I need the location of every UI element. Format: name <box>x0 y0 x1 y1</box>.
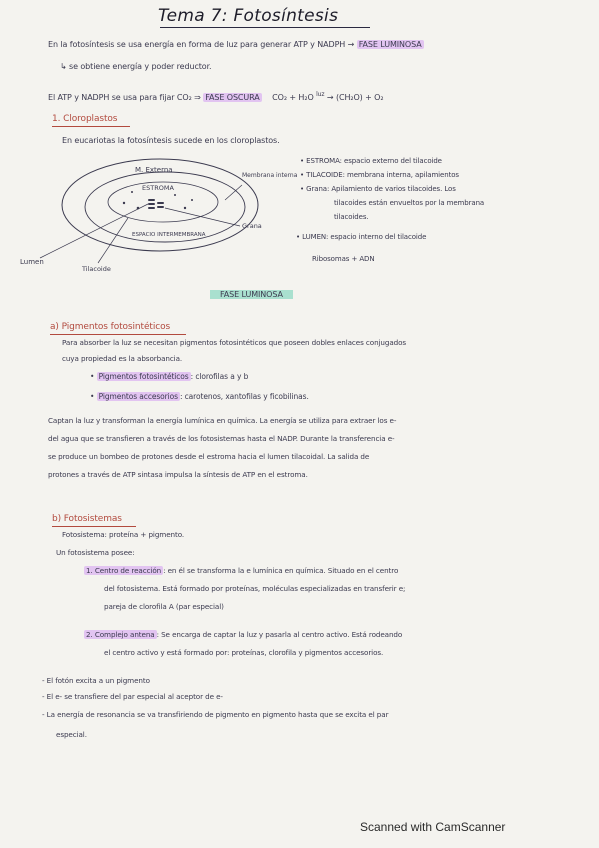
diagram-label-tilacoide: Tilacoide <box>82 265 111 273</box>
fotosistema-definition: Fotosistema: proteína + pigmento. <box>62 530 185 539</box>
pigmentos-fotosinteticos-highlight: Pigmentos fotosintéticos <box>98 372 189 381</box>
intro-line-2: ↳ se obtiene energía y poder reductor. <box>60 62 212 71</box>
item-1-rest: : en él se transforma la e lumínica en química. Situado en el centro <box>163 566 399 575</box>
centro-reaccion-highlight: 1. Centro de reacción <box>86 566 162 575</box>
pigmentos-paragraph-line-1: Para absorber la luz se necesitan pigmentos fotosintéticos que poseen dobles enlaces conjugados <box>62 338 407 347</box>
pigment-bullet-1: • Pigmentos fotosintéticos : clorofilas a y b <box>90 372 249 381</box>
captan-paragraph-line-3: se produce un bombeo de protones desde el estroma hacia el lumen tilacoidal. La salida de <box>48 452 370 461</box>
dash-line-3: - La energía de resonancia se va transfiriendo de pigmento en pigmento hasta que se excita el par <box>42 710 389 719</box>
captan-paragraph-line-2: del agua que se transfieren a través de los fotosistemas hasta el NADP. Durante la transferencia e- <box>48 434 395 443</box>
heading-underline <box>52 126 130 127</box>
captan-paragraph-line-4: protones a través de ATP sintasa impulsa la síntesis de ATP en el estroma. <box>48 470 308 479</box>
bullet-grana-cont-1: tilacoides están envueltos por la membrana <box>334 199 485 207</box>
item-2-rest: : Se encarga de captar la luz y pasarla al centro activo. Está rodeando <box>156 630 403 639</box>
item-1-line-3: pareja de clorofila A (par especial) <box>104 602 224 611</box>
fotosistema-item-2 <box>84 630 402 640</box>
heading-fotosistemas: b) Fotosistemas <box>52 514 122 524</box>
diagram-label-grana: Grana <box>242 222 262 230</box>
ribosomas-adn: Ribosomas + ADN <box>312 255 375 263</box>
grana-stack <box>123 191 193 209</box>
equation-products: (CH₂O) + O₂ <box>335 93 384 102</box>
bullet-grana-cont-2: tilacoides. <box>334 213 369 221</box>
diagram-label-estroma: ESTROMA <box>142 184 174 192</box>
dash-line-4: especial. <box>56 730 87 739</box>
arrow-icon: → <box>347 40 355 49</box>
diagram-label-lumen: Lumen <box>20 258 44 266</box>
fotosistema-posee: Un fotosistema posee: <box>56 548 135 557</box>
equation-light-label: luz <box>316 91 325 98</box>
bullet-lumen: • LUMEN: espacio interno del tilacoide <box>296 233 427 241</box>
fase-luminosa-highlight: FASE LUMINOSA <box>358 40 422 49</box>
intro-line-1-text: En la fotosíntesis se usa energía en forma de luz para generar ATP y NADPH <box>48 40 346 49</box>
diagram-label-m-externa: M. Externa <box>135 166 173 174</box>
fase-oscura-highlight: FASE OSCURA <box>205 93 260 102</box>
cloroplastos-sentence: En eucariotas la fotosíntesis sucede en los cloroplastos. <box>62 136 280 145</box>
pigment-bullet-2: • Pigmentos accesorios : carotenos, xantofilas y ficobilinas. <box>90 392 309 401</box>
heading-pigmentos: a) Pigmentos fotosintéticos <box>50 322 171 332</box>
pigment-bullet-1-rest: : clorofilas a y b <box>190 372 249 381</box>
item-2-line-2: el centro activo y está formado por: proteínas, clorofila y pigmentos accesorios. <box>104 648 384 657</box>
heading-underline <box>52 526 136 527</box>
captan-paragraph-line-1: Captan la luz y transforman la energía lumínica en química. La energía se utiliza para extraer los e- <box>48 416 397 425</box>
pointer-line <box>165 208 240 226</box>
pigment-bullet-2-rest: : carotenos, xantofilas y ficobilinas. <box>179 392 309 401</box>
diagram-label-espacio: ESPACIO INTERMEMBRANA <box>132 232 206 238</box>
camscanner-footer: Scanned with CamScanner <box>360 820 506 834</box>
heading-underline <box>50 334 186 335</box>
intro-line-3 <box>48 90 383 103</box>
dash-line-2: - El e- se transfiere del par especial al aceptor de e- <box>42 692 223 701</box>
equation-reactants: CO₂ + H₂O <box>272 93 314 102</box>
equation-arrow-icon: → <box>326 93 334 102</box>
intro-line-1 <box>48 40 424 50</box>
diagram-label-membrana-interna: Membrana interna <box>242 172 298 179</box>
dash-line-1: - El fotón excita a un pigmento <box>42 676 150 685</box>
title-underline <box>160 27 370 28</box>
item-1-line-2: del fotosistema. Está formado por proteínas, moléculas especializadas en transferir e; <box>104 584 406 593</box>
pointer-line <box>40 204 148 258</box>
section-cloroplastos-heading: 1. Cloroplastos <box>52 114 118 124</box>
pointer-line <box>98 218 128 263</box>
bullet-grana: • Grana: Apilamiento de varios tilacoides. Los <box>300 185 456 193</box>
pigmentos-paragraph-line-2: cuya propiedad es la absorbancia. <box>62 354 183 363</box>
fase-luminosa-label <box>210 290 293 300</box>
pigmentos-accesorios-highlight: Pigmentos accesorios <box>98 392 178 401</box>
intro-line-3-text: El ATP y NADPH se usa para fijar CO₂ ⇒ <box>48 93 201 102</box>
bullet-estroma: • ESTROMA: espacio externo del tilacoide <box>300 157 442 165</box>
bullet-tilacoide: • TILACOIDE: membrana interna, apilamientos <box>300 171 459 179</box>
page-title: Tema 7: Fotosíntesis <box>158 6 339 26</box>
fase-luminosa-green-highlight: FASE LUMINOSA <box>210 290 293 299</box>
chloroplast-diagram <box>20 150 298 275</box>
complejo-antena-highlight: 2. Complejo antena <box>86 630 155 639</box>
pointer-line <box>225 185 242 200</box>
fotosistema-item-1 <box>84 566 398 576</box>
